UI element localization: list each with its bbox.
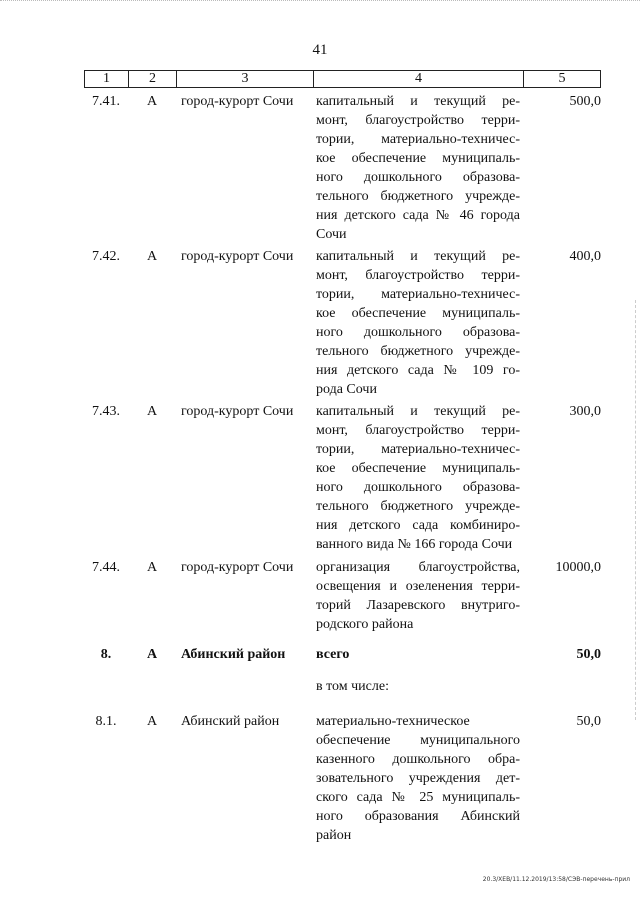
- row-amount: 50,0: [576, 714, 601, 729]
- description-line: всего: [316, 647, 350, 662]
- header-col-2: 2: [129, 71, 177, 87]
- row-municipality: город-курорт Сочи: [181, 249, 294, 264]
- row-amount: 400,0: [569, 249, 601, 264]
- description-line: тории, материально-техничес-: [316, 132, 520, 147]
- row-municipality: город-курорт Сочи: [181, 404, 294, 419]
- row-category: А: [146, 714, 158, 729]
- description-line: ния детского сада № 46 города: [316, 208, 520, 223]
- row-description: [316, 247, 520, 399]
- description-line: кое обеспечение муниципаль-: [316, 461, 520, 476]
- row-amount: 50,0: [576, 647, 601, 662]
- description-line: тории, материально-техничес-: [316, 287, 520, 302]
- row-category: А: [146, 94, 158, 109]
- header-col-3: 3: [177, 71, 314, 87]
- description-line: материально-техническое: [316, 714, 470, 729]
- header-col-5: 5: [558, 71, 566, 86]
- row-description: [316, 402, 520, 554]
- description-line: ного образования Абинский: [316, 809, 520, 824]
- description-line: рода Сочи: [316, 382, 377, 397]
- description-line: торий Лазаревского внутриго-: [316, 598, 520, 613]
- description-line: ния детского сада комбиниро-: [316, 518, 520, 533]
- description-line: зовательного учреждения дет-: [316, 771, 520, 786]
- row-description: [316, 645, 520, 664]
- row-number: 7.44.: [92, 560, 120, 575]
- scan-artifact-side: [634, 300, 636, 720]
- description-line: освещения и озеленения терри-: [316, 579, 520, 594]
- row-category: А: [146, 647, 158, 662]
- row-amount: 500,0: [569, 94, 601, 109]
- description-line: ванного вида № 166 города Сочи: [316, 537, 513, 552]
- description-line: ского сада № 25 муниципаль-: [316, 790, 520, 805]
- description-line: Сочи: [316, 227, 347, 242]
- description-line: организация благоустройства,: [316, 560, 520, 575]
- row-amount: 300,0: [569, 404, 601, 419]
- description-line: ния детского сада № 109 го-: [316, 363, 520, 378]
- description-line: обеспечение муниципального: [316, 733, 520, 748]
- description-line: родского района: [316, 617, 414, 632]
- row-municipality: Абинский район: [181, 647, 286, 662]
- row-municipality: Абинский район: [181, 714, 280, 729]
- description-line: в том числе:: [316, 679, 389, 694]
- description-line: тории, материально-техничес-: [316, 442, 520, 457]
- footer-stamp: 20.3/ХЕВ/11.12.2019/13:58/СЭВ-перечень-прил: [482, 876, 630, 883]
- row-category: А: [146, 404, 158, 419]
- header-col-4: 4: [314, 71, 524, 87]
- description-line: район: [316, 828, 352, 843]
- row-description: [316, 92, 520, 244]
- row-number: 8.1.: [95, 714, 117, 729]
- row-category: А: [146, 249, 158, 264]
- page-number: 41: [312, 42, 328, 58]
- row-amount: 10000,0: [555, 560, 601, 575]
- description-line: капитальный и текущий ре-: [316, 404, 520, 419]
- description-line: тельного бюджетного учрежде-: [316, 189, 520, 204]
- description-line: капитальный и текущий ре-: [316, 94, 520, 109]
- description-line: казенного дошкольного обра-: [316, 752, 520, 767]
- row-number: 7.42.: [92, 249, 120, 264]
- description-line: монт, благоустройство терри-: [316, 423, 520, 438]
- row-category: А: [146, 560, 158, 575]
- row-description: [316, 558, 520, 634]
- description-line: капитальный и текущий ре-: [316, 249, 520, 264]
- row-number: 8.: [100, 647, 112, 662]
- description-line: тельного бюджетного учрежде-: [316, 499, 520, 514]
- scan-artifact-top: [0, 0, 640, 7]
- table-header: [84, 70, 601, 88]
- description-line: кое обеспечение муниципаль-: [316, 306, 520, 321]
- description-line: тельного бюджетного учрежде-: [316, 344, 520, 359]
- description-line: кое обеспечение муниципаль-: [316, 151, 520, 166]
- row-description: [316, 712, 520, 845]
- row-municipality: город-курорт Сочи: [181, 560, 294, 575]
- description-line: ного дошкольного образова-: [316, 480, 520, 495]
- description-line: ного дошкольного образова-: [316, 325, 520, 340]
- row-description: [316, 677, 520, 696]
- description-line: ного дошкольного образова-: [316, 170, 520, 185]
- row-municipality: город-курорт Сочи: [181, 94, 294, 109]
- header-col-1: 1: [85, 71, 129, 87]
- row-number: 7.43.: [92, 404, 120, 419]
- description-line: монт, благоустройство терри-: [316, 268, 520, 283]
- row-number: 7.41.: [92, 94, 120, 109]
- description-line: монт, благоустройство терри-: [316, 113, 520, 128]
